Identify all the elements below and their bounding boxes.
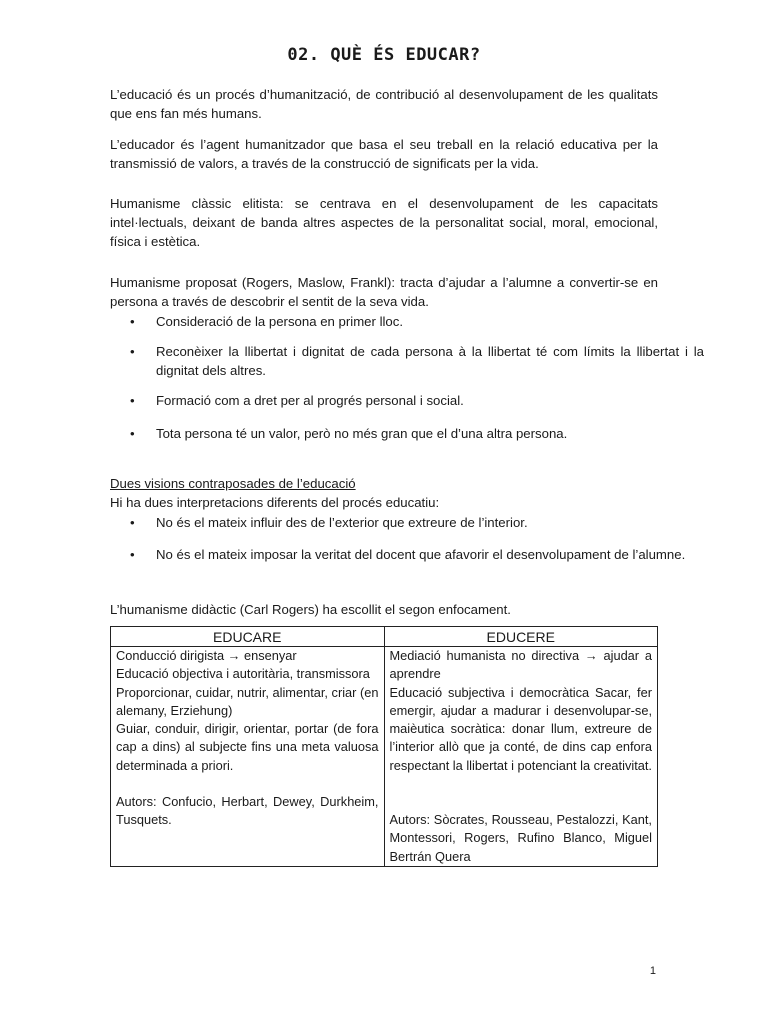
table-cell-educere <box>384 647 658 867</box>
intro-paragraph-2: L’educador és l’agent humanitzador que basa el seu treball en la relació educativa per la transmissió de valors, a través de la construcció de significats per la vida. <box>110 137 658 171</box>
educare-line: Proporcionar, cuidar, nutrir, alimentar, criar (en alemany, Erziehung) <box>116 684 379 718</box>
table-header-row <box>111 627 658 647</box>
page-number: 1 <box>649 965 656 977</box>
table-header-educere: EDUCERE <box>384 627 658 647</box>
list-item: • Formació com a dret per al progrés personal i social. <box>130 393 464 408</box>
table-row <box>111 647 658 867</box>
educare-line: Guiar, conduir, dirigir, orientar, portar (de fora cap a dins) al subjecte fins una meta valuosa determinada a priori. <box>116 721 379 773</box>
visions-intro: Hi ha dues interpretacions diferents del procés educatiu: <box>110 495 440 510</box>
bullet-icon: • <box>130 515 135 530</box>
bullet-icon: • <box>130 393 135 408</box>
table-cell-educare <box>111 647 385 867</box>
humanisme-proposat-paragraph: Humanisme proposat (Rogers, Maslow, Frankl): tracta d’ajudar a l’alumne a convertir-se en persona a través de descobrir el sentit de la seva vida. <box>110 275 658 309</box>
educare-authors: Autors: Confucio, Herbart, Dewey, Durkheim, Tusquets. <box>116 794 379 828</box>
bullet-icon: • <box>130 314 135 329</box>
list-item: • Reconèixer la llibertat i dignitat de cada persona à la llibertat té com límits la llibertat i la dignitat dels altres. <box>130 344 704 378</box>
humanisme-classic-paragraph: Humanisme clàssic elitista: se centrava en el desenvolupament de les capacitats intel·lectuals, deixant de banda altres aspectes de la personalitat social, moral, emocional, física i estètica. <box>110 196 658 249</box>
educere-line: Educació subjectiva i democràtica Sacar, fer emergir, ajudar a madurar i desenvolupar-se, maièutica socràtica: donar llum, extreure de l’interior allò que ja conté, de dins cap enfora respectant la llibertat i potenciant la creativitat. <box>389 684 652 773</box>
list-item: • Consideració de la persona en primer lloc. <box>130 314 404 329</box>
educare-line: Educació objectiva i autoritària, transmissora <box>116 666 370 682</box>
bullet-icon: • <box>130 344 135 359</box>
intro-paragraph-1: L’educació és un procés d’humanització, de contribució al desenvolupament de les qualitats que ens fan més humans. <box>110 87 658 121</box>
educere-line: Mediació humanista no directiva → ajudar a aprendre <box>389 648 652 682</box>
visions-heading: Dues visions contraposades de l’educació <box>110 476 356 491</box>
bullet-icon: • <box>130 426 135 441</box>
list-item: • Tota persona té un valor, però no més gran que el d’una altra persona. <box>130 426 568 441</box>
page-title: 02. QUÈ ÉS EDUCAR? <box>287 45 481 65</box>
bullet-icon: • <box>130 547 135 562</box>
list-item: • No és el mateix influir des de l’exterior que extreure de l’interior. <box>130 515 528 530</box>
visions-conclusion: L’humanisme didàctic (Carl Rogers) ha escollit el segon enfocament. <box>110 602 511 617</box>
educare-educere-table <box>110 626 658 867</box>
list-item: • No és el mateix imposar la veritat del docent que afavorir el desenvolupament de l’alumne. <box>130 547 686 562</box>
table-header-educare: EDUCARE <box>111 627 385 647</box>
educere-authors: Autors: Sòcrates, Rousseau, Pestalozzi, Kant, Montessori, Rogers, Rufino Blanco, Miguel Bertrán Quera <box>389 812 652 864</box>
educare-line: Conducció dirigista → ensenyar <box>116 648 297 663</box>
